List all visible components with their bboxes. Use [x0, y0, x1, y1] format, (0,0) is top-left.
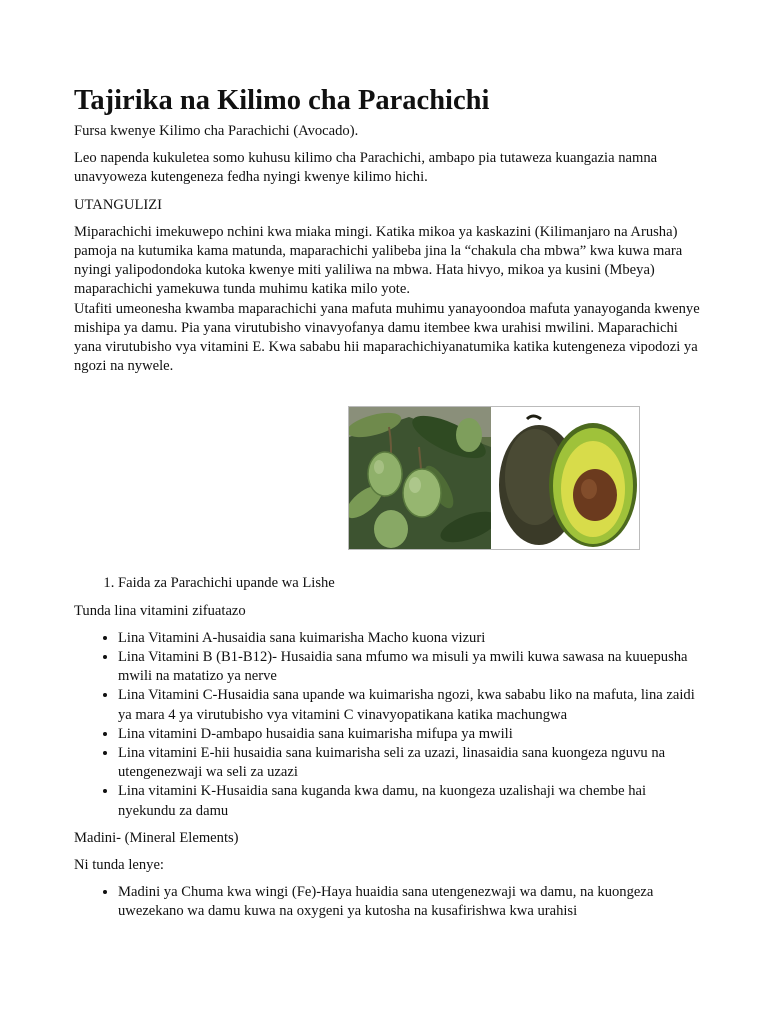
- list-item: • Lina Vitamini C-Husaidia sana upande wa kuimarisha ngozi, kwa sababu liko na mafuta, lina zaidi ya mara 4 ya virutubisho vya vitamini C vinavyopatikana katika machungwa: [118, 686, 700, 724]
- list-item: • Lina vitamini K-Husaidia sana kuganda kwa damu, na kuongeza uzalishaji wa chembe hai nyekundu za damu: [118, 782, 700, 820]
- intro-subtitle: Fursa kwenye Kilimo cha Parachichi (Avocado).: [74, 123, 359, 139]
- list-item: • Madini ya Chuma kwa wingi (Fe)-Haya huaidia sana utengenezwaji wa damu, na kuongeza uwezekano wa damu kuwa na oxygeni ya kutosha na kusafirishwa kwa urahisi: [118, 883, 700, 921]
- avocado-halved-image: [491, 407, 639, 549]
- minerals-heading: Madini- (Mineral Elements): [74, 829, 239, 846]
- minerals-intro: Ni tunda lenye:: [74, 857, 164, 874]
- body-paragraph-1: Miparachichi imekuwepo nchini kwa miaka mingi. Katika mikoa ya kaskazini (Kilimanjaro na Arusha) pamoja na kutumika kama matunda, maparachichi yalibeba jina la “chakula cha mbwa” kwa kuwa mara nyingi yalipodondoka kutoka kwenye miti yaliliwa na mbwa. Hata hivyo, mikoa ya kusini (Mbeya) maparachichi yamekuwa tunda muhimu katika milo yote.: [74, 223, 683, 298]
- figure-wrap: [74, 406, 700, 548]
- body-paragraph: [74, 223, 700, 377]
- numbered-list: [74, 574, 700, 593]
- page-title: Tajirika na Kilimo cha Parachichi: [74, 85, 490, 116]
- section-heading-utangulizi: UTANGULIZI: [74, 196, 162, 213]
- intro-paragraph: Leo napenda kukuletea somo kuhusu kilimo cha Parachichi, ambapo pia tutaweza kuangazia namna unavyoweza kutengeneza fedha nyingi kwenye kilimo hichi.: [74, 150, 658, 186]
- list-item: • Lina Vitamini A-husaidia sana kuimarisha Macho kuona vizuri: [118, 629, 700, 648]
- avocado-tree-image: [349, 407, 491, 549]
- vitamins-list: [74, 629, 700, 821]
- list-item: • Lina Vitamini B (B1-B12)- Husaidia sana mfumo wa misuli ya mwili kuwa sawasa na kuuepusha mwili na matatizo ya nerve: [118, 648, 700, 686]
- minerals-list: [74, 883, 700, 921]
- vitamins-intro: Tunda lina vitamini zifuatazo: [74, 602, 246, 619]
- list-item: • Lina vitamini D-ambapo husaidia sana kuimarisha mifupa ya mwili: [118, 725, 700, 744]
- body-paragraph-2: Utafiti umeonesha kwamba maparachichi yana mafuta muhimu yanayoondoa mafuta yanayoganda kwenye mishipa ya damu. Pia yana virutubisho vinavyofanya damu itembee kwa urahisi mwilini. Maparachichi yana virutubisho vya vitamini E. Kwa sababu hii maparachichiyanatumika katika kutengeneza vipodozi ya ngozi na nywele.: [74, 300, 700, 375]
- avocado-image: [348, 406, 640, 550]
- numbered-list-item: 1. Faida za Parachichi upande wa Lishe: [118, 574, 700, 593]
- list-item: • Lina vitamini E-hii husaidia sana kuimarisha seli za uzazi, linasaidia sana kuongeza nguvu na utengenezwaji wa seli za uzazi: [118, 744, 700, 782]
- document-body: [74, 84, 700, 930]
